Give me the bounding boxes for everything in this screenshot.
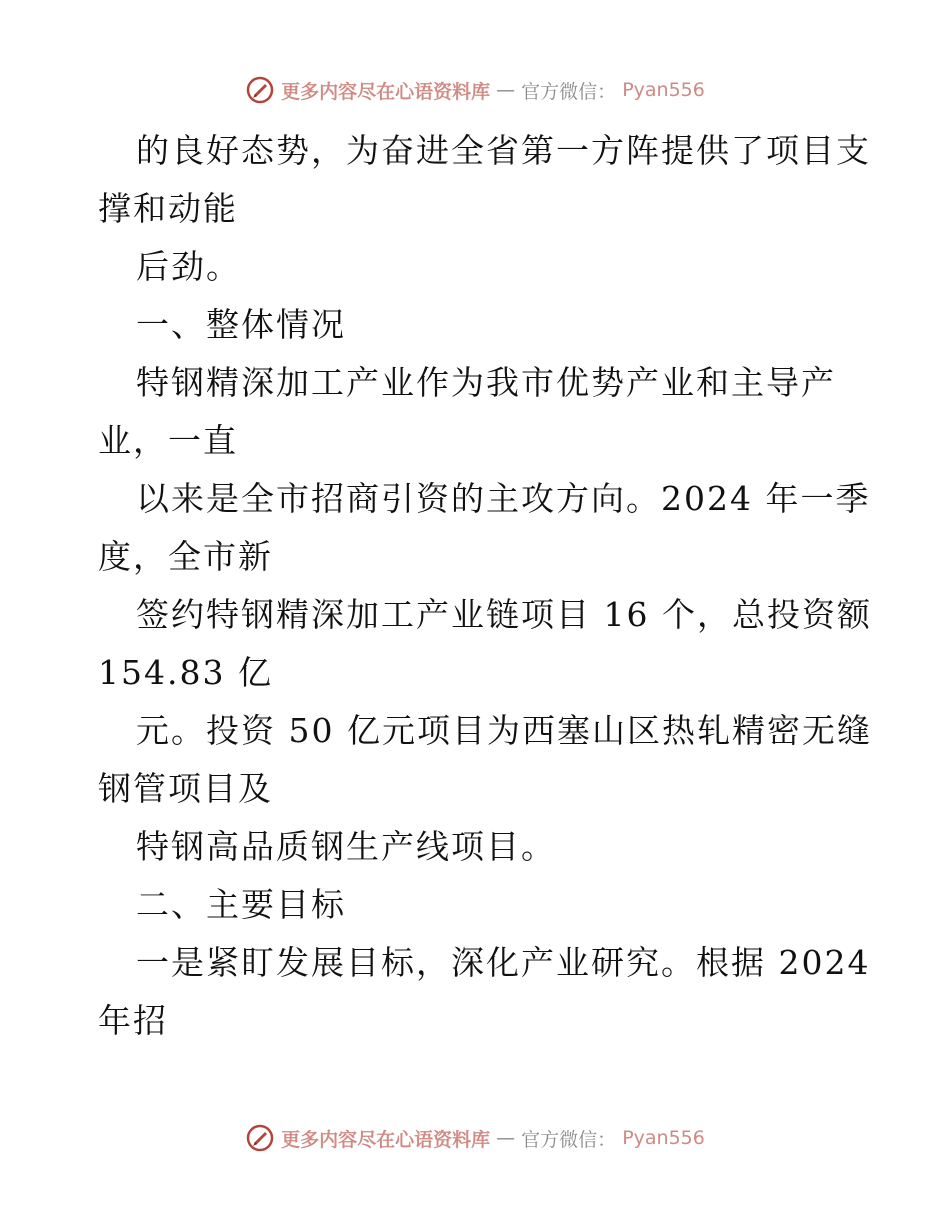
watermark-separator: — xyxy=(496,79,516,101)
paragraph-line: 度，全市新 xyxy=(98,537,273,576)
watermark-official-label: 官方微信： xyxy=(521,1128,617,1151)
paragraph-line: 撑和动能 xyxy=(98,189,238,228)
paragraph-line: 元。投资 50 亿元项目为西塞山区热轧精密无缝 xyxy=(136,711,872,750)
paragraph-line: 签约特钢精深加工产业链项目 16 个，总投资额 xyxy=(136,595,872,634)
watermark-official-label: 官方微信： xyxy=(521,80,617,103)
watermark-separator: — xyxy=(496,1127,516,1149)
paragraph-line: 的良好态势，为奋进全省第一方阵提供了项目支 xyxy=(136,131,871,170)
quill-logo-icon xyxy=(245,1123,275,1153)
paragraph-line: 业，一直 xyxy=(98,421,238,460)
paragraph-line: 154.83 亿 xyxy=(98,653,273,692)
paragraph-line: 年招 xyxy=(98,1001,168,1040)
watermark-text: 更多内容尽在心语资料库 xyxy=(281,80,491,103)
paragraph-line: 特钢高品质钢生产线项目。 xyxy=(136,827,556,866)
footer-watermark xyxy=(0,1118,950,1158)
paragraph-line: 钢管项目及 xyxy=(98,769,273,808)
paragraph-line: 以来是全市招商引资的主攻方向。2024 年一季 xyxy=(136,479,871,518)
section-heading: 一、整体情况 xyxy=(136,305,346,344)
paragraph-line: 特钢精深加工产业作为我市优势产业和主导产 xyxy=(136,363,836,402)
watermark-wechat-id: Pyan556 xyxy=(622,1127,705,1149)
quill-logo-icon xyxy=(245,75,275,105)
watermark-wechat-id: Pyan556 xyxy=(622,79,705,101)
paragraph-line: 一是紧盯发展目标，深化产业研究。根据 2024 xyxy=(136,943,871,982)
document-body xyxy=(98,122,872,1050)
header-watermark xyxy=(0,70,950,110)
section-heading: 二、主要目标 xyxy=(136,885,346,924)
watermark-text: 更多内容尽在心语资料库 xyxy=(281,1128,491,1151)
paragraph-line: 后劲。 xyxy=(136,247,241,286)
